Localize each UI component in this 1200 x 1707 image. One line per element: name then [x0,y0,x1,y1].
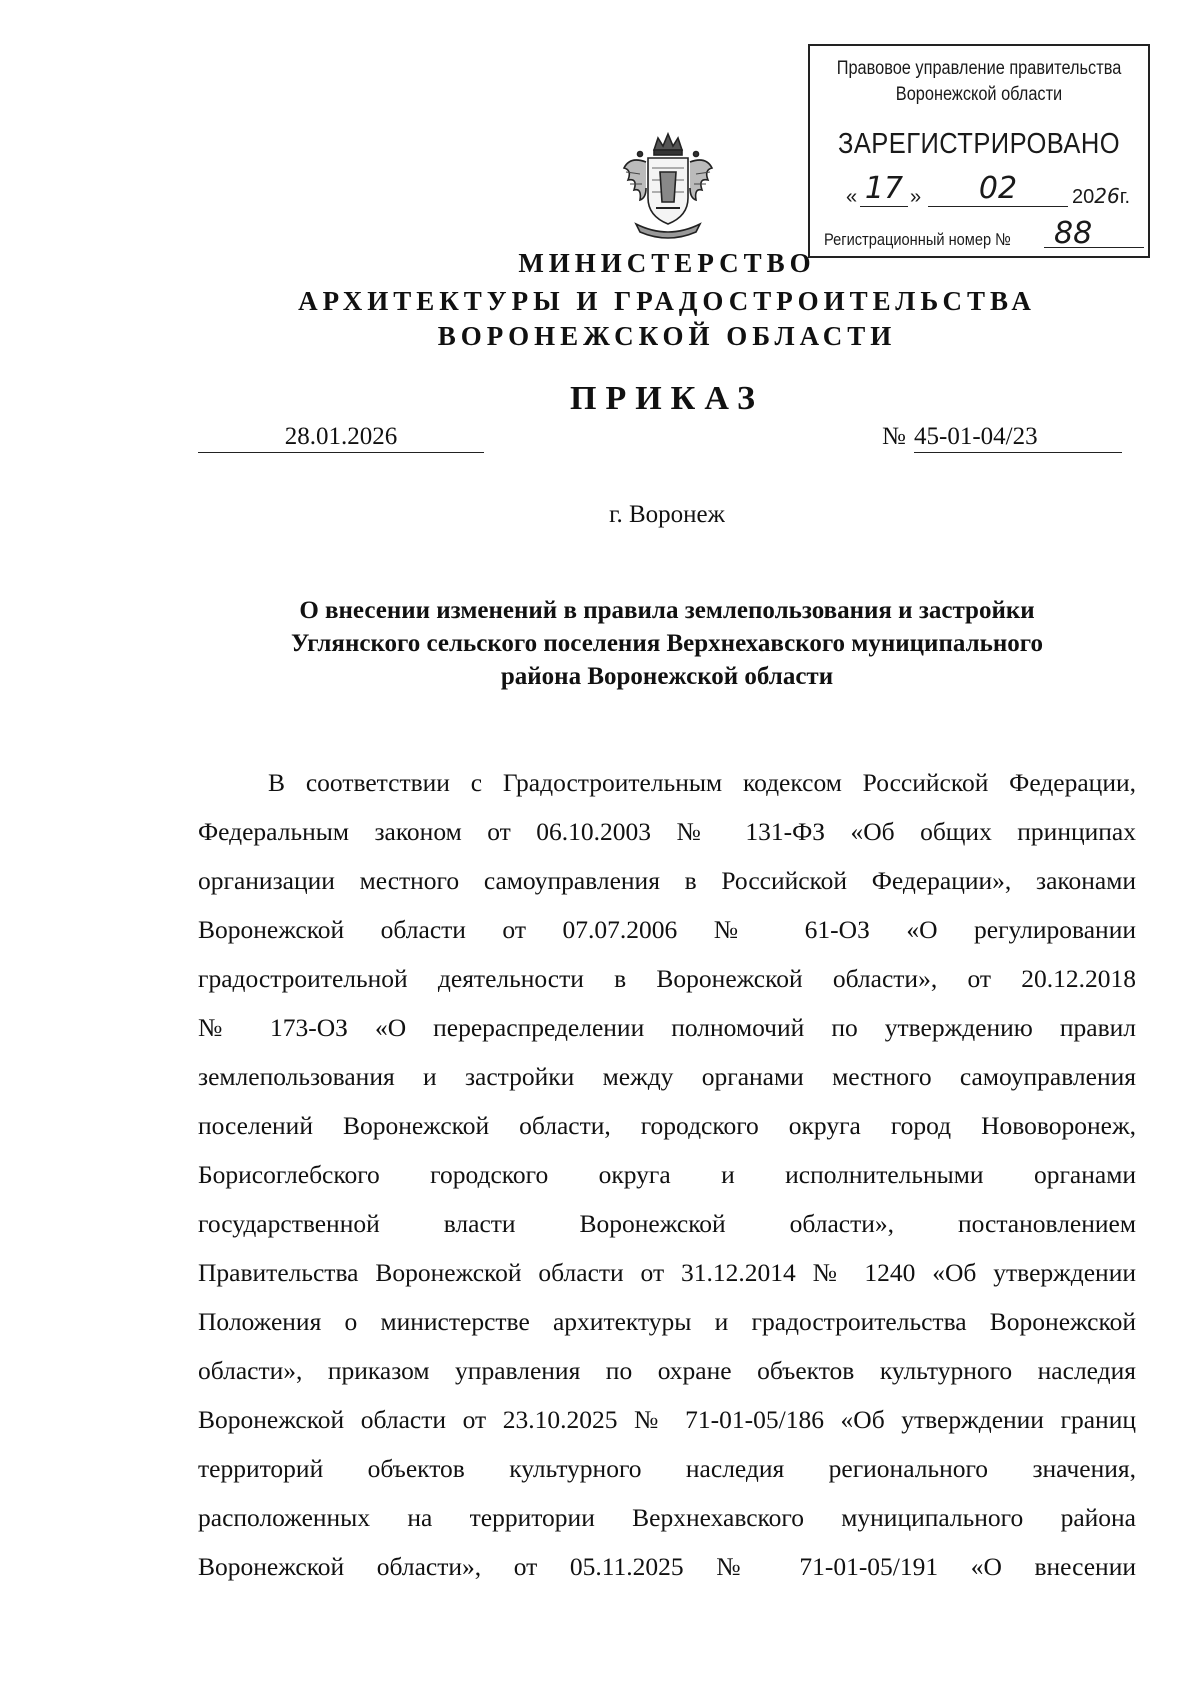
body-line: В соответствии с Градостроительным кодексом Российской Федерации, [268,768,1136,797]
body-line: градостроительной деятельности в Воронежской области», от 20.12.2018 [198,964,1136,993]
body-line: организации местного самоуправления в Российской Федерации», законами [198,866,1136,895]
stamp-quote-open: « [846,186,858,208]
document-body [198,758,1136,1591]
issue-city: г. Воронеж [609,501,725,528]
document-title [198,594,1136,693]
title-line: О внесении изменений в правила землепользования и застройки [299,597,1035,624]
stamp-org-line1: Правовое управление правительства [836,58,1122,79]
body-line: землепользования и застройки между органами местного самоуправления [198,1062,1136,1091]
body-line: территорий объектов культурного наследия регионального значения, [198,1454,1136,1483]
stamp-reg-number: 88 [1044,222,1144,248]
body-line: Воронежской области от 07.07.2006 № 61-ОЗ «О регулировании [198,915,1136,944]
body-line: области», приказом управления по охране объектов культурного наследия [198,1356,1136,1385]
order-date: 28.01.2026 [198,422,484,453]
ministry-name-line1: МИНИСТЕРСТВО [518,248,816,278]
stamp-quote-close: » [910,186,922,208]
title-line: Углянского сельского поселения Верхнехавского муниципального [291,630,1043,657]
body-line: Положения о министерстве архитектуры и градостроительства Воронежской [198,1307,1136,1336]
title-line: района Воронежской области [500,663,834,690]
order-number-sign: № [882,423,906,450]
body-line: № 173-ОЗ «О перераспределении полномочий по утверждению правил [198,1013,1136,1042]
body-line: Правительства Воронежской области от 31.12.2014 № 1240 «Об утверждении [198,1258,1136,1287]
body-line: расположенных на территории Верхнехавского муниципального района [198,1503,1136,1532]
ministry-name-line3: ВОРОНЕЖСКОЙ ОБЛАСТИ [437,321,897,351]
stamp-day: 17 [860,172,908,207]
body-line: поселений Воронежской области, городского округа город Нововоронеж, [198,1111,1136,1140]
stamp-status: ЗАРЕГИСТРИРОВАНО [837,128,1121,160]
stamp-organization [834,56,1125,108]
registration-stamp [808,44,1150,258]
body-line: Воронежской области», от 05.11.2025 № 71-01-05/191 «О внесении [198,1552,1136,1581]
stamp-month: 02 [928,172,1068,207]
stamp-year [1072,184,1130,209]
stamp-year-g: г. [1119,186,1131,208]
body-line: Борисоглебского городского округа и исполнительными органами [198,1160,1136,1189]
order-number: 45-01-04/23 [914,422,1122,453]
ministry-name-line2: АРХИТЕКТУРЫ И ГРАДОСТРОИТЕЛЬСТВА [298,286,1036,316]
body-line: государственной власти Воронежской области», постановлением [198,1209,1136,1238]
body-line: Воронежской области от 23.10.2025 № 71-01-05/186 «Об утверждении границ [198,1405,1136,1434]
body-line: Федеральным законом от 06.10.2003 № 131-ФЗ «Об общих принципах [198,817,1136,846]
stamp-reg-label: Регистрационный номер № [824,230,1011,249]
stamp-org-line2: Воронежской области [895,84,1063,105]
stamp-date [846,172,1136,212]
stamp-year-prefix: 20 [1072,186,1095,208]
document-type: ПРИКАЗ [570,380,764,417]
stamp-year-suffix: 26 [1094,184,1120,208]
stamp-registration [824,216,1144,252]
coat-of-arms-icon [616,128,720,244]
